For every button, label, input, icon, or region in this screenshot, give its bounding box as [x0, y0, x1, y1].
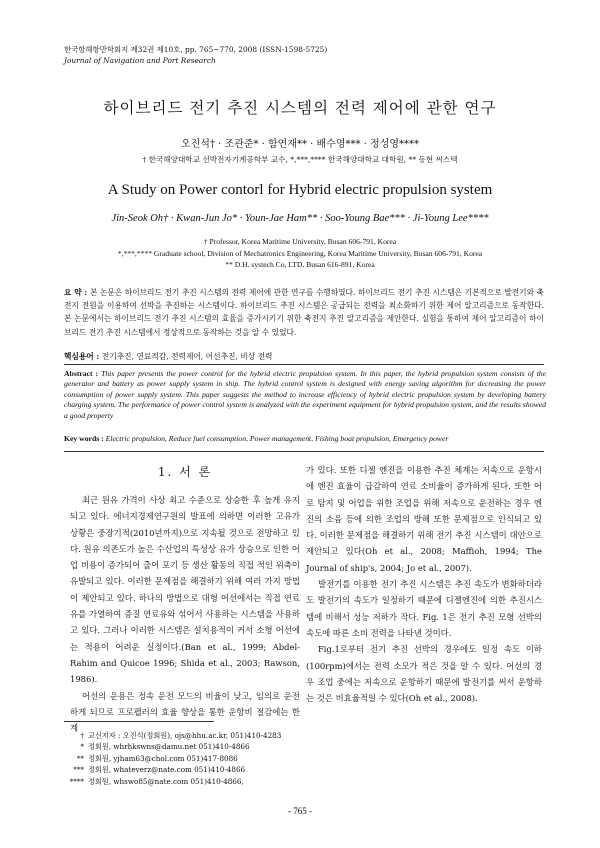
left-column [70, 462, 300, 736]
keywords-en-label: Key words : [64, 434, 106, 443]
abstract-ko-label: 요 약 : [64, 288, 90, 297]
divider [64, 364, 544, 365]
footnote-mark: **** [69, 776, 84, 786]
footnote-text: 정회원, whateverz@nate.com 051)410-4866 [88, 765, 246, 775]
keywords-korean [64, 351, 544, 362]
divider [64, 451, 544, 452]
journal-ko: 한국항해항만학회지 제32권 제10호, pp. 765~770, 2008 (ISSN-1598-5725) [64, 45, 328, 54]
footnote-mark: * [80, 742, 84, 752]
paragraph: 가 있다. 또한 디젤 엔진을 이용한 추진 체계는 저속으로 운항시에 엔진 효율이 급감하여 연료 소비율이 증가하게 된다. 또한 어로 탐지 및 어업을 위한 조업을 위해 저속으로 운전하는 경우 엔진의 소음 등에 의한 조업의 방해 또한 문제점으로 인식되고 있다. 이러한 문제점을 해결하기 위해 전기 추진 시스템이 대안으로 제안되고 있다(Oh et al., 2008; Maffioh, 1994; The Journal of ship's, 2004; Jo et al., 2007). [306, 465, 542, 573]
section-title: 1. 서 론 [157, 465, 213, 479]
affiliation-korean: † 한국해양대학교 선박전자기계공학부 교수, *,***,**** 한국해양대학교 대학원, ** 동현 씨스텍 [142, 155, 458, 164]
journal-en: Journal of Navigation and Port Research [64, 56, 216, 65]
page-number: - 765 - [288, 806, 312, 816]
footnote-text: 교신저자 : 오진석(정회원), ojs@hhu.ac.kr, 051)410-4283 [88, 731, 282, 740]
footnote-text: 정회원, whswo85@nate.com 051)410-4866, [88, 776, 244, 786]
abstract-en-label: Abstract : [64, 369, 102, 378]
abstract-english [64, 369, 546, 421]
paragraph: Fig.1로부터 전기 추진 선박의 경우에도 일정 속도 이하(100rpm)에서는 전력 소모가 적은 것을 알 수 있다. 어선의 경우 조업 중에는 저속으로 운항하기 때문에 발전기를 써서 운항하는 것은 비효율적일 수 있다(Oh et al., 2008). [306, 644, 542, 704]
footnotes [60, 730, 300, 787]
abstract-ko-text: 본 논문은 하이브리드 전기 추진 시스템의 전력 제어에 관한 연구를 수행하였다. 하이브리드 전기 추진 시스템은 기본적으로 발전기와 축전지 전원을 이용하여 선박을 추진하는 시스템이다. 하이브리드 추진 시스템은 공급되는 전력을 최소화하기 위한 제어 알고리즘으로 동작한다. 본 논문에서는 하이브리드 전기 추진 시스템의 효율을 증가시키기 위한 축전지 추진 알고리즘을 제안한다. 실험을 통하여 제어 알고리즘이 하이브리드 전기 추진 시스템에서 정상적으로 동작하는 것을 알 수 있었다. [64, 288, 544, 337]
keywords-english [64, 434, 546, 443]
footnote-rule [64, 721, 214, 722]
affiliation-en-line: ** D.H. systech Co, LTD, Busan 616-891, Korea [225, 260, 375, 269]
authors-korean: 오진석† · 조관준* · 함연재** · 배수영*** · 정성영**** [180, 139, 420, 150]
paragraph: 발전기를 이용한 전기 추진 시스템은 추진 속도가 변화하더라도 발전기의 속도가 일정하기 때문에 디젤엔진에 의한 추진시스템에 비해서 성능 저하가 작다. Fig. 1은 전기 추진 모형 선박의 속도에 따른 소비 전력을 나타낸 것이다. [306, 579, 542, 638]
keywords-ko-label: 핵심용어 : [64, 352, 102, 361]
footnote [60, 741, 300, 752]
authors-english: Jin-Seok Oh† · Kwan-Jun Jo* · Youn-Jae Ham** · Soo-Young Bae*** · Ji-Young Lee**** [111, 213, 489, 224]
keywords-ko-text: 전기추진, 연료적감, 전력제어, 어선추진, 비상 전력 [101, 352, 273, 361]
affiliation-en-line: † Professor, Korea Maritime University, Busan 606-791, Korea [203, 237, 397, 246]
journal-header [64, 44, 327, 66]
keywords-en-text: Electric propulsion, Reduce fuel consumption, Power management, Fishing boat propulsion, Emergency power [105, 434, 449, 443]
paragraph: 어선의 운용은 정속 운전 모드의 비율이 낮고, 임의로 운전하게 되므로 프로펠러의 효율 향상을 통한 운항비 절감에는 한계 [70, 690, 300, 734]
affiliation-english [0, 236, 600, 271]
footnote [60, 753, 300, 764]
abstract-korean [64, 286, 544, 339]
footnote-text: 정회원, whrhkswns@damu.net 051)410-4866 [88, 742, 250, 752]
affiliation-en-line: *,***,**** Graduate school, Division of Mechatronics Engineering, Korea Maritime University, Busan 606-791, Korea [117, 248, 483, 258]
title-korean: 하이브리드 전기 추진 시스템의 전력 제어에 관한 연구 [103, 99, 497, 117]
footnote-mark: *** [73, 765, 84, 775]
footnote-mark: ** [76, 753, 84, 763]
footnote [60, 776, 300, 787]
footnote [60, 764, 300, 775]
footnote-mark: † [80, 731, 84, 740]
title-english: A Study on Power contorl for Hybrid electric propulsion system [107, 182, 493, 198]
right-column [306, 462, 542, 706]
footnote-text: 정회원, yjham63@chol.com 051)417-8086 [88, 753, 238, 763]
abstract-en-text: This paper presents the power control for the hybrid electric propulsion system. In this paper, the hybrid propulsion system consists of the generator and battery as power supply system in ship. The hybrid control system is designed with energy saving algorithm for decreasing the power consumption of power supply system. This paper suggests the method to increase efficiency of hybrid electric propulsion system by developing battery charging system. The performance of power control system is analyzed with the experiment equipment for hybrid propulsion system, and the results showed a good property [64, 369, 547, 420]
footnote [60, 730, 300, 741]
paragraph: 최근 원유 가격이 사상 최고 수준으로 상승한 후 높게 유지되고 있다. 에너지경제연구원의 발표에 의하면 이러한 고유가 상황은 중장기적(2010년까지)으로 지속될 것으로 전망하고 있다. 원유 의존도가 높은 수산업의 특성상 유가 상승으로 인한 어업 비용이 증가되어 출어 포기 등 생산 활동의 직접 적인 위축이 유발되고 있다. 이러한 문제점을 해결하기 위해 여러 가지 방법이 제안되고 있다. 하나의 방법으로 대형 어선에서는 직접 연료유를 가열하여 증질 연료유와 섞어서 사용하는 시스템을 사용하고 있다. 그러나 이러한 시스템은 설치용적이 커서 소형 어선에는 적용이 어려운 실정이다.(Ban et al., 1999; Abdel-Rahim and Quicoe 1996; Shida et al., 2003; Rawson, 1986). [70, 495, 300, 685]
